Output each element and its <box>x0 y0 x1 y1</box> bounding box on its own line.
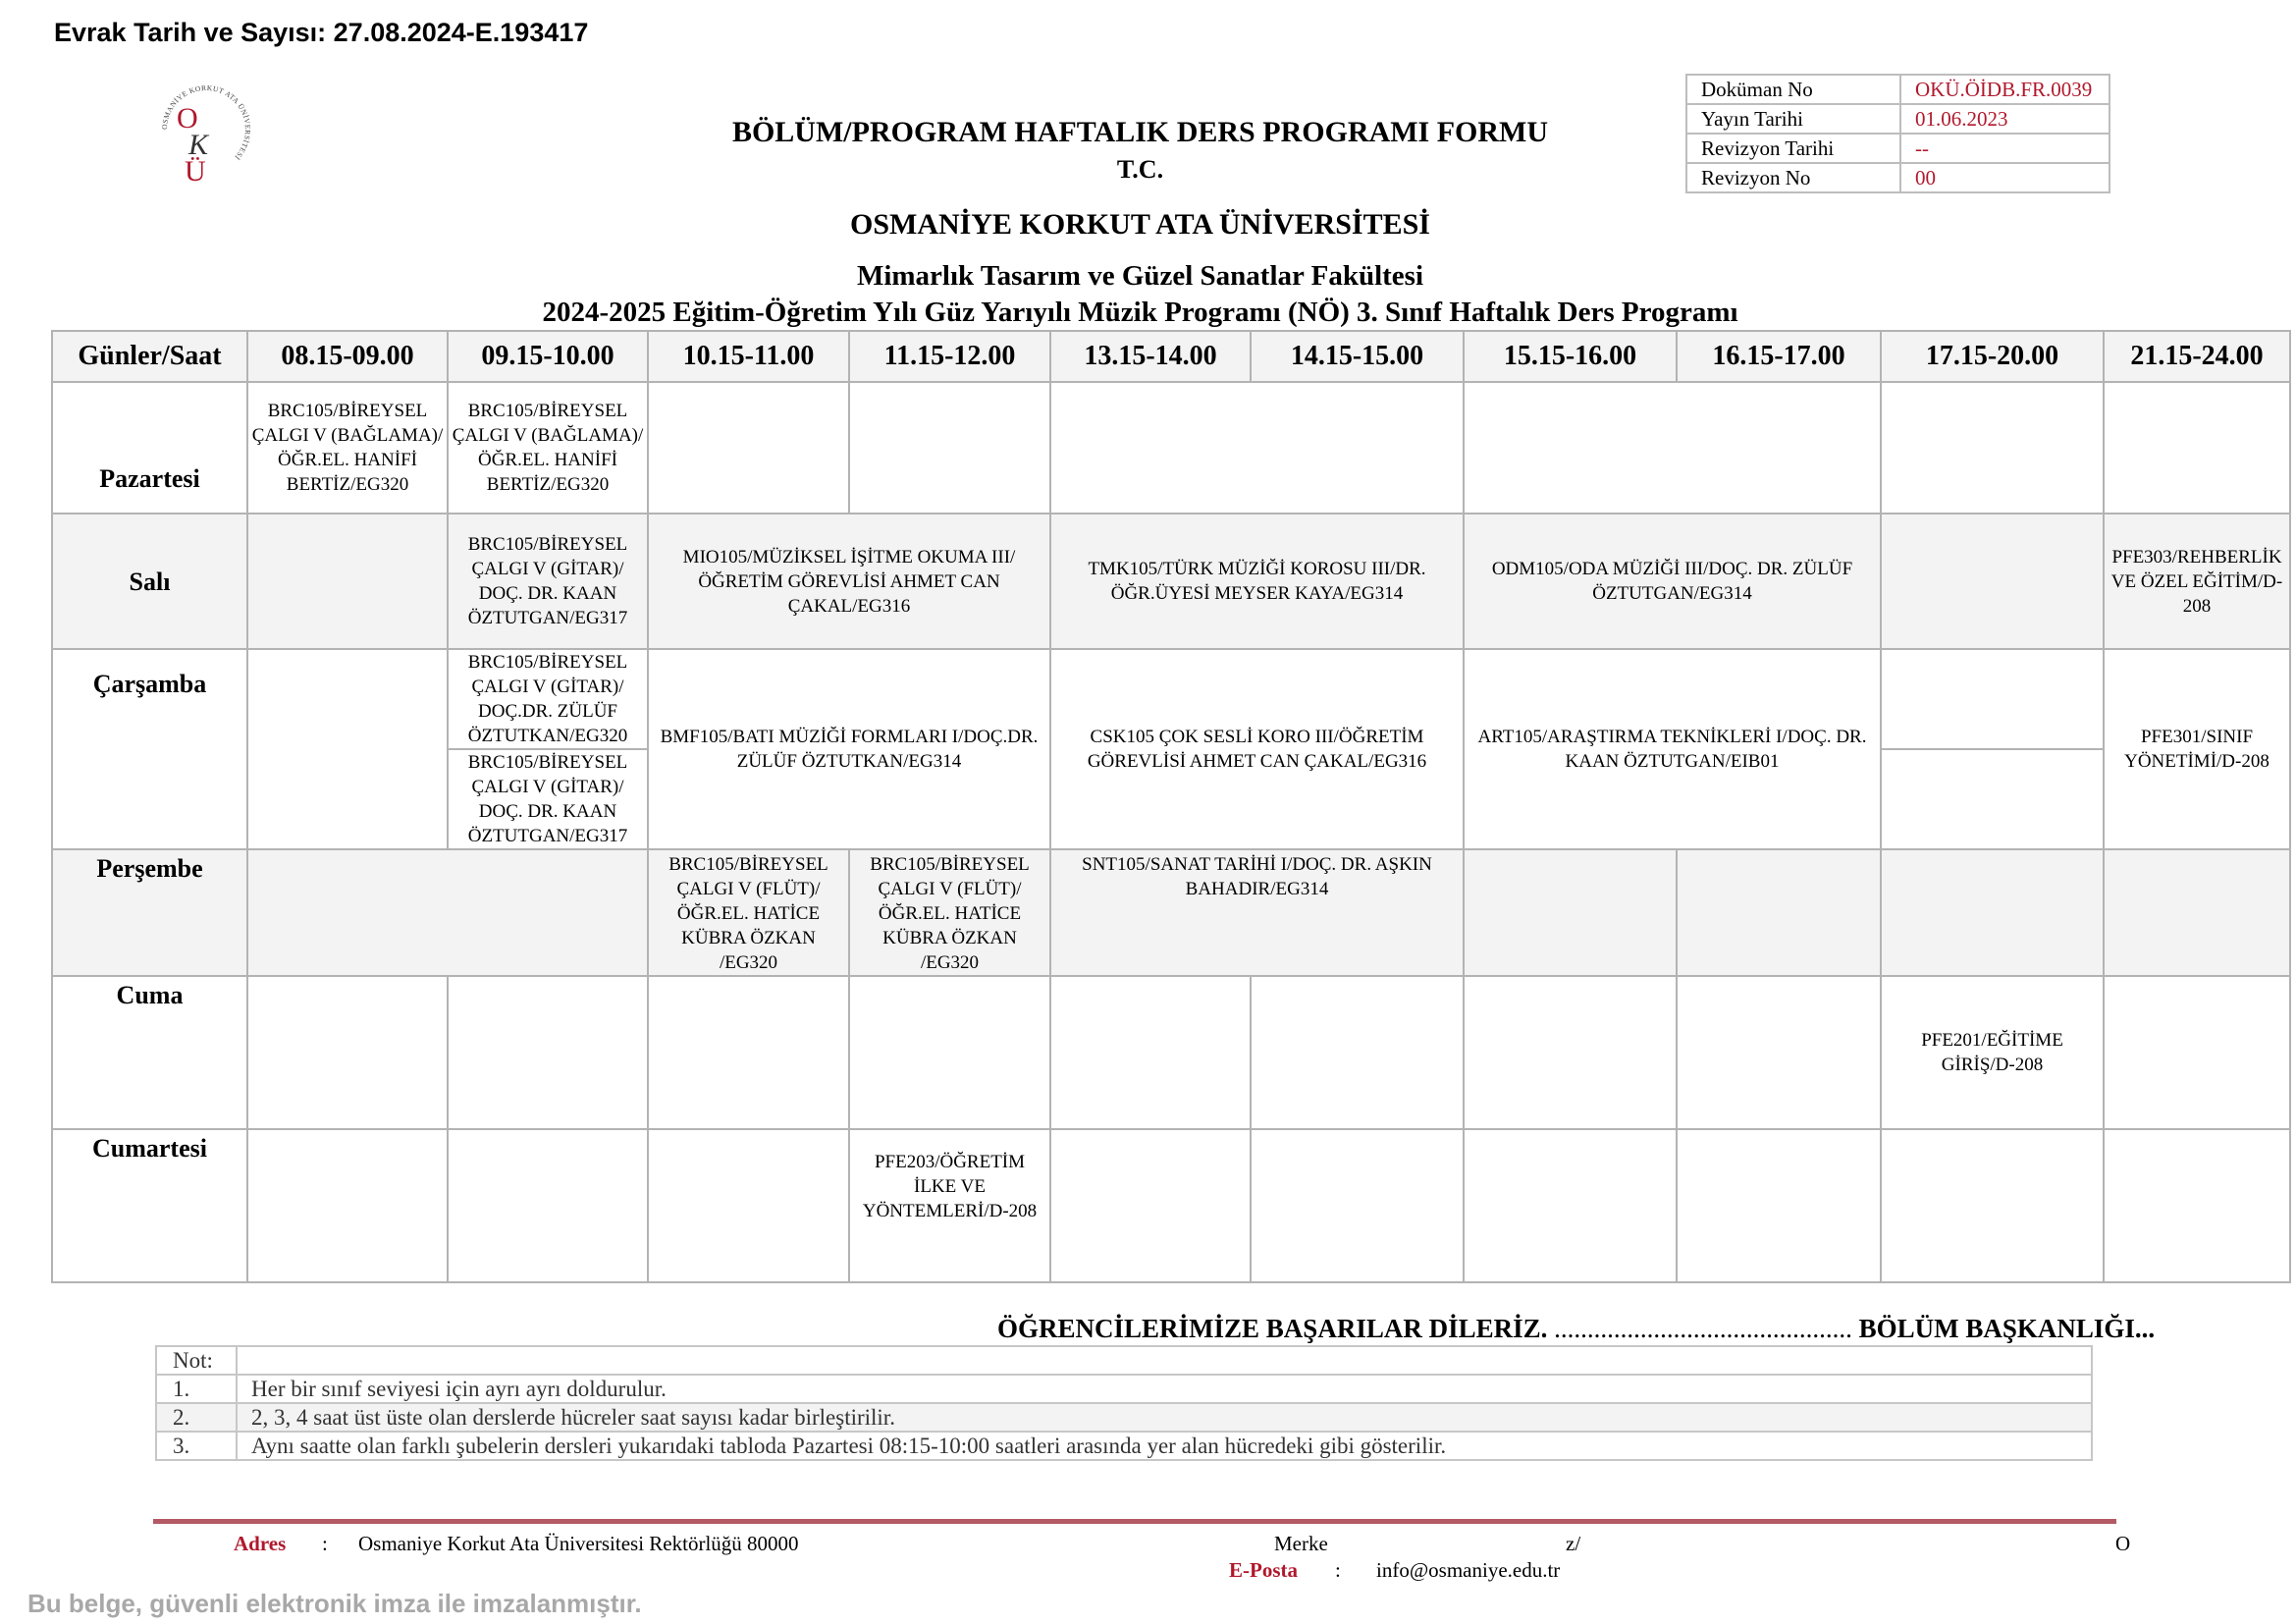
merkez-fragment: Merke <box>1274 1532 1328 1555</box>
empty-cell <box>247 976 448 1129</box>
doc-info-row <box>1686 163 2109 192</box>
e-signature-notice: Bu belge, güvenli elektronik imza ile imzalanmıştır. <box>27 1589 642 1618</box>
empty-cell <box>2104 1129 2290 1282</box>
note-text: 2, 3, 4 saat üst üste olan derslerde hücreler saat sayısı kadar birleştirilir. <box>237 1403 2092 1432</box>
empty-cell <box>1881 849 2104 976</box>
header-slot: 16.15-17.00 <box>1677 331 1881 382</box>
email-link[interactable]: info@osmaniye.edu.tr <box>1376 1558 1561 1582</box>
notes-table <box>155 1345 2093 1461</box>
doc-info-value: -- <box>1900 134 2109 163</box>
schedule-row-cuma <box>52 976 2290 1129</box>
schedule-row-sali <box>52 514 2290 649</box>
svg-text:K: K <box>188 129 209 161</box>
department-head: BÖLÜM BAŞKANLIĞI... <box>1858 1314 2156 1343</box>
empty-cell <box>648 976 849 1129</box>
course-cell: BRC105/BİREYSEL ÇALGI V (GİTAR)/ DOÇ. DR. KAAN ÖZTUTGAN/EG317 <box>448 514 648 649</box>
merkez-fragment-3: O <box>2115 1532 2131 1555</box>
svg-text:O: O <box>177 102 198 135</box>
schedule-header-row <box>52 331 2290 382</box>
address-colon: : <box>322 1532 328 1555</box>
empty-cell <box>247 1129 448 1282</box>
header-slot: 08.15-09.00 <box>247 331 448 382</box>
course-cell: ODM105/ODA MÜZİĞİ III/DOÇ. DR. ZÜLÜF ÖZTUTGAN/EG314 <box>1464 514 1881 649</box>
course-cell: PFE303/REHBERLİK VE ÖZEL EĞİTİM/D-208 <box>2104 514 2290 649</box>
empty-cell <box>648 382 849 514</box>
empty-cell <box>247 514 448 649</box>
empty-cell <box>849 382 1050 514</box>
day-label: Çarşamba <box>52 649 247 849</box>
empty-cell <box>1050 1129 1251 1282</box>
header-slot: 14.15-15.00 <box>1251 331 1464 382</box>
course-cell: PFE201/EĞİTİME GİRİŞ/D-208 <box>1881 976 2104 1129</box>
doc-info-row <box>1686 104 2109 134</box>
address-label: Adres <box>234 1532 287 1555</box>
empty-cell <box>448 976 648 1129</box>
empty-cell <box>648 1129 849 1282</box>
day-label: Perşembe <box>52 849 247 976</box>
doc-info-value: 01.06.2023 <box>1900 104 2109 134</box>
note-row <box>156 1432 2092 1460</box>
header-slot: 21.15-24.00 <box>2104 331 2290 382</box>
note-text: Her bir sınıf seviyesi için ayrı ayrı doldurulur. <box>237 1375 2092 1403</box>
course-cell: BRC105/BİREYSEL ÇALGI V (GİTAR)/ DOÇ.DR. ZÜLÜF ÖZTUTKAN/EG320 <box>448 649 648 749</box>
empty-cell <box>849 976 1050 1129</box>
empty-cell <box>1677 1129 1881 1282</box>
address-text: Osmaniye Korkut Ata Üniversitesi Rektörlüğü 80000 <box>358 1532 799 1555</box>
svg-text:Ü: Ü <box>185 155 206 188</box>
course-cell: BRC105/BİREYSEL ÇALGI V (BAĞLAMA)/ÖĞR.EL. HANİFİ BERTİZ/EG320 <box>448 382 648 514</box>
day-label: Salı <box>52 514 247 649</box>
empty-cell <box>1881 514 2104 649</box>
course-cell: SNT105/SANAT TARİHİ I/DOÇ. DR. AŞKIN BAHADIR/EG314 <box>1050 849 1464 976</box>
note-number: 1. <box>156 1375 237 1403</box>
doc-info-value: OKÜ.ÖİDB.FR.0039 <box>1900 75 2109 104</box>
email-label: E-Posta <box>1229 1558 1298 1582</box>
doc-info-value: 00 <box>1900 163 2109 192</box>
empty-cell <box>2104 976 2290 1129</box>
empty-cell <box>1881 749 2104 849</box>
svg-text:OSMANİYE KORKUT ATA ÜNİVERSİTE: OSMANİYE KORKUT ATA ÜNİVERSİTESİ <box>159 82 253 162</box>
course-cell: MIO105/MÜZİKSEL İŞİTME OKUMA III/ÖĞRETİM GÖREVLİSİ AHMET CAN ÇAKAL/EG316 <box>648 514 1050 649</box>
schedule-row-pazartesi <box>52 382 2290 514</box>
course-cell: BRC105/BİREYSEL ÇALGI V (FLÜT)/ÖĞR.EL. HATİCE KÜBRA ÖZKAN /EG320 <box>849 849 1050 976</box>
course-cell: BRC105/BİREYSEL ÇALGI V (GİTAR)/ DOÇ. DR. KAAN ÖZTUTGAN/EG317 <box>448 749 648 849</box>
empty-cell <box>1050 382 1464 514</box>
course-cell: PFE203/ÖĞRETİM İLKE VE YÖNTEMLERİ/D-208 <box>849 1129 1050 1282</box>
empty-cell <box>1881 1129 2104 1282</box>
note-number: 3. <box>156 1432 237 1460</box>
tc-label: T.C. <box>1116 155 1164 184</box>
doc-info-key: Yayın Tarihi <box>1686 104 1900 134</box>
empty-cell <box>1464 382 1881 514</box>
footer-divider <box>153 1519 2116 1524</box>
notes-header-row <box>156 1346 2092 1375</box>
university-name: OSMANİYE KORKUT ATA ÜNİVERSİTESİ <box>850 208 1430 241</box>
email-colon: : <box>1335 1558 1341 1582</box>
note-number: 2. <box>156 1403 237 1432</box>
weekly-schedule-table <box>51 330 2291 1283</box>
empty-cell <box>2104 382 2290 514</box>
doc-info-key: Revizyon No <box>1686 163 1900 192</box>
course-cell: BRC105/BİREYSEL ÇALGI V (BAĞLAMA)/ ÖĞR.EL. HANİFİ BERTİZ/EG320 <box>247 382 448 514</box>
notes-header-blank <box>237 1346 2092 1375</box>
empty-cell <box>247 849 648 976</box>
course-cell: BRC105/BİREYSEL ÇALGI V (FLÜT)/ÖĞR.EL. HATİCE KÜBRA ÖZKAN /EG320 <box>648 849 849 976</box>
empty-cell <box>448 1129 648 1282</box>
empty-cell <box>1881 382 2104 514</box>
header-slot: 09.15-10.00 <box>448 331 648 382</box>
note-row <box>156 1375 2092 1403</box>
empty-cell <box>1881 649 2104 749</box>
day-label: Pazartesi <box>52 382 247 514</box>
notes-header: Not: <box>156 1346 237 1375</box>
course-cell: BMF105/BATI MÜZİĞİ FORMLARI I/DOÇ.DR. ZÜLÜF ÖZTUTKAN/EG314 <box>648 649 1050 849</box>
empty-cell <box>1251 1129 1464 1282</box>
doc-info-row <box>1686 134 2109 163</box>
success-message <box>997 1314 2155 1344</box>
header-slot: 17.15-20.00 <box>1881 331 2104 382</box>
program-title: 2024-2025 Eğitim-Öğretim Yılı Güz Yarıyılı Müzik Programı (NÖ) 3. Sınıf Haftalık Ders Programı <box>542 297 1738 328</box>
merkez-fragment-2: z/ <box>1566 1532 1581 1555</box>
note-row <box>156 1403 2092 1432</box>
doc-info-key: Doküman No <box>1686 75 1900 104</box>
header-slot: 15.15-16.00 <box>1464 331 1677 382</box>
signature-dots: ............................................. <box>1554 1314 1852 1343</box>
empty-cell <box>1464 976 1677 1129</box>
empty-cell <box>1464 849 1677 976</box>
header-slot: 10.15-11.00 <box>648 331 849 382</box>
schedule-row-cumartesi <box>52 1129 2290 1282</box>
day-label: Cuma <box>52 976 247 1129</box>
empty-cell <box>1677 976 1881 1129</box>
header-slot: 11.15-12.00 <box>849 331 1050 382</box>
empty-cell <box>247 649 448 849</box>
header-days-hours: Günler/Saat <box>52 331 247 382</box>
course-cell: CSK105 ÇOK SESLİ KORO III/ÖĞRETİM GÖREVLİSİ AHMET CAN ÇAKAL/EG316 <box>1050 649 1464 849</box>
course-cell: TMK105/TÜRK MÜZİĞİ KOROSU III/DR. ÖĞR.ÜYESİ MEYSER KAYA/EG314 <box>1050 514 1464 649</box>
empty-cell <box>1050 976 1251 1129</box>
faculty-name: Mimarlık Tasarım ve Güzel Sanatlar Fakültesi <box>856 260 1424 292</box>
day-label: Cumartesi <box>52 1129 247 1282</box>
document-info-table <box>1685 74 2110 193</box>
form-title: BÖLÜM/PROGRAM HAFTALIK DERS PROGRAMI FORMU <box>731 116 1549 148</box>
empty-cell <box>1677 849 1881 976</box>
schedule-row-carsamba <box>52 649 2290 749</box>
header-slot: 13.15-14.00 <box>1050 331 1251 382</box>
doc-info-row <box>1686 75 2109 104</box>
empty-cell <box>1251 976 1464 1129</box>
note-text: Aynı saatte olan farklı şubelerin dersleri yukarıdaki tabloda Pazartesi 08:15-10:00 saatleri arasında yer alan hücredeki gibi gösterilir. <box>237 1432 2092 1460</box>
success-text: ÖĞRENCİLERİMİZE BAŞARILAR DİLERİZ. <box>997 1314 1548 1343</box>
evrak-date-number: Evrak Tarih ve Sayısı: 27.08.2024-E.193417 <box>54 18 589 47</box>
doc-info-key: Revizyon Tarihi <box>1686 134 1900 163</box>
schedule-row-persembe <box>52 849 2290 976</box>
course-cell: ART105/ARAŞTIRMA TEKNİKLERİ I/DOÇ. DR. KAAN ÖZTUTGAN/EIB01 <box>1464 649 1881 849</box>
course-cell: PFE301/SINIF YÖNETİMİ/D-208 <box>2104 649 2290 849</box>
empty-cell <box>2104 849 2290 976</box>
empty-cell <box>1464 1129 1677 1282</box>
